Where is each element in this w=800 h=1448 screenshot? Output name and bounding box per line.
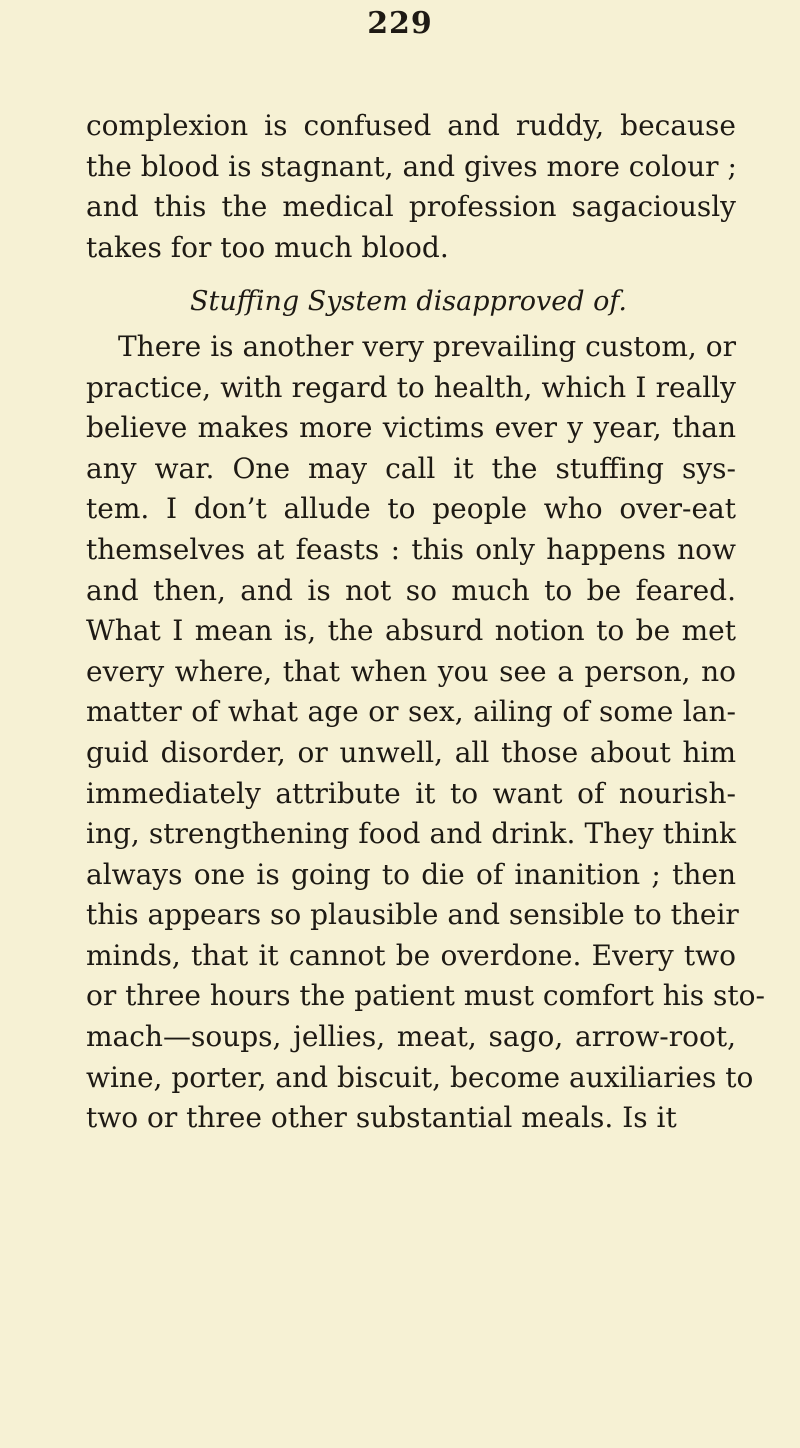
text-line: this appears so plausible and sensible to their xyxy=(86,898,739,932)
text-line: complexion is confused and ruddy, because xyxy=(86,109,736,142)
text-line: matter of what age or sex, ailing of some lan- xyxy=(86,695,736,729)
text-line: two or three other substantial meals. Is it xyxy=(86,1101,677,1135)
text-line: and then, and is not so much to be feared. xyxy=(86,573,736,607)
text-line: What I mean is, the absurd notion to be met xyxy=(86,614,736,648)
text-line: or three hours the patient must comfort his sto- xyxy=(86,979,765,1013)
section-heading: Stuffing System disapproved of. xyxy=(190,286,627,318)
text-line: every where, that when you see a person, no xyxy=(86,654,736,688)
text-line: tem. I don’t allude to people who over-eat xyxy=(86,492,736,526)
page-number: 229 xyxy=(367,6,433,41)
text-line: takes for too much blood. xyxy=(86,230,449,264)
text-line: and this the medical profession sagaciously xyxy=(86,190,736,224)
text-line: any war. One may call it the stuffing sys- xyxy=(86,451,736,485)
text-line: minds, that it cannot be overdone. Every two xyxy=(86,938,736,972)
text-line: always one is going to die of inanition ; then xyxy=(86,857,736,891)
text-line: practice, with regard to health, which I really xyxy=(86,370,736,404)
text-line: There is another very prevailing custom, or xyxy=(118,329,736,363)
paragraph-2 xyxy=(86,327,765,1139)
text-line: immediately attribute it to want of nourish- xyxy=(86,776,736,810)
text-line: mach—soups, jellies, meat, sago, arrow-root, xyxy=(86,1020,736,1054)
text-line: guid disorder, or unwell, all those about him xyxy=(86,735,736,769)
text-block xyxy=(86,106,765,1139)
text-line: themselves at feasts : this only happens now xyxy=(86,532,736,566)
text-line: believe makes more victims ever y year, than xyxy=(86,411,736,445)
paragraph-1 xyxy=(86,106,736,268)
text-line: the blood is stagnant, and gives more colour ; xyxy=(86,149,737,183)
text-line: ing, strengthening food and drink. They think xyxy=(86,817,736,851)
text-line: wine, porter, and biscuit, become auxiliaries to xyxy=(86,1060,754,1094)
